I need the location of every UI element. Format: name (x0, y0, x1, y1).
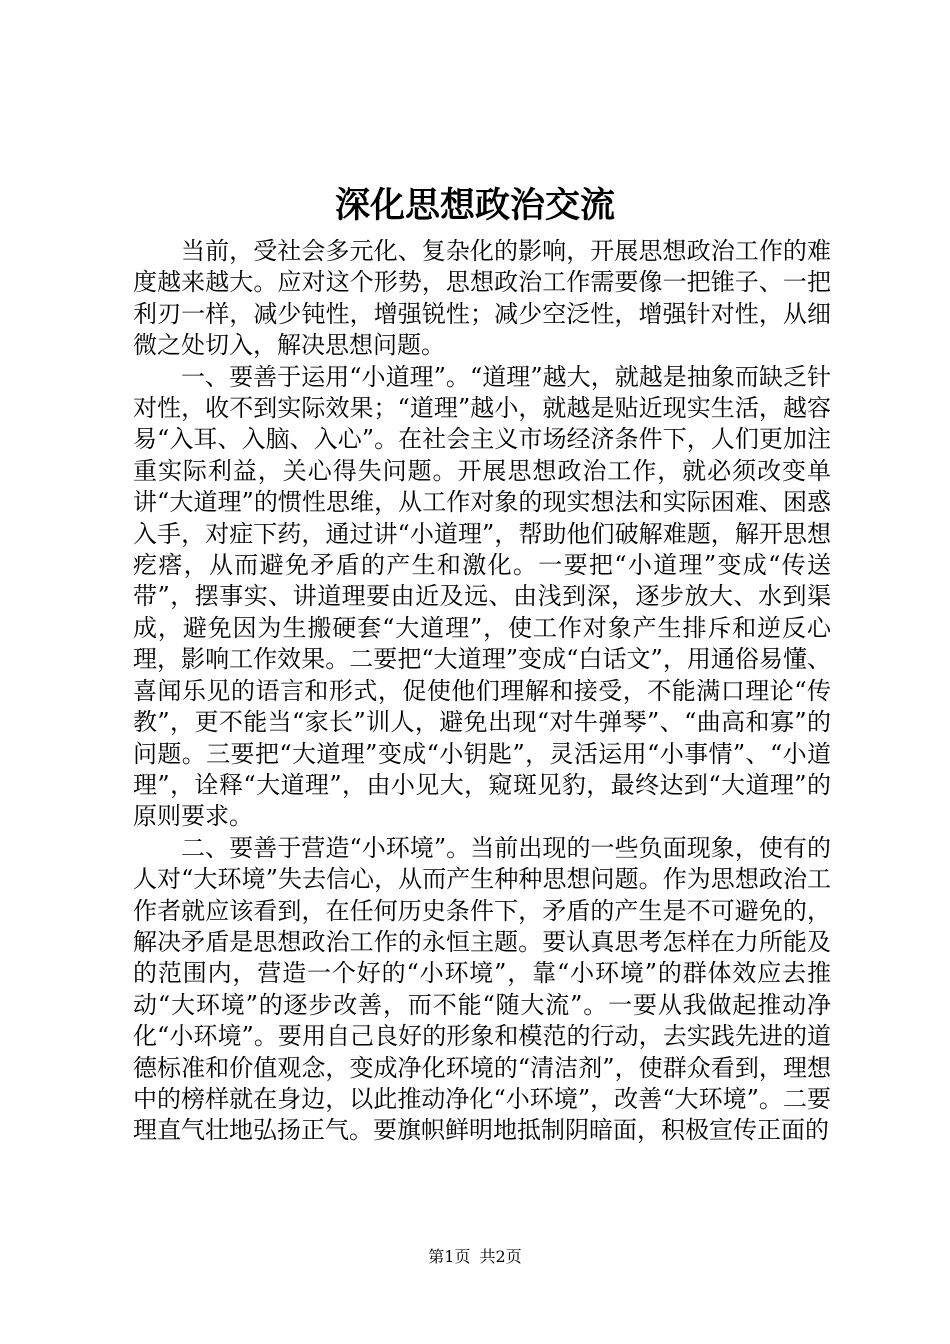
document-body (133, 236, 831, 1147)
paragraph-section-1: 一、要善于运用“小道理”。“道理”越大，就越是抽象而缺乏针对性，收不到实际效果；“道理”越小，就越是贴近现实生活，越容易“入耳、入脑、入心”。在社会主义市场经济条件下，人们更加注重实际利益，关心得失问题。开展思想政治工作，就必须改变单讲“大道理”的惯性思维，从工作对象的现实想法和实际困难、困惑入手，对症下药，通过讲“小道理”，帮助他们破解难题，解开思想疙瘩，从而避免矛盾的产生和激化。一要把“小道理”变成“传送带”，摆事实、讲道理要由近及远、由浅到深，逐步放大、水到渠成，避免因为生搬硬套“大道理”，使工作对象产生排斥和逆反心理，影响工作效果。二要把“大道理”变成“白话文”，用通俗易懂、喜闻乐见的语言和形式，促使他们理解和接受，不能满口理论“传教”，更不能当“家长”训人，避免出现“对牛弹琴”、“曲高和寡”的问题。三要把“大道理”变成“小钥匙”，灵活运用“小事情”、“小道理”，诠释“大道理”，由小见大，窥斑见豹，最终达到“大道理”的原则要求。 (133, 362, 831, 831)
page-footer (0, 1246, 950, 1268)
document-title: 深化思想政治交流 (334, 185, 615, 226)
page-total: 共2页 (479, 1247, 522, 1266)
paragraph-section-2: 二、要善于营造“小环境”。当前出现的一些负面现象，使有的人对“大环境”失去信心，从而产生种种思想问题。作为思想政治工作者就应该看到，在任何历史条件下，矛盾的产生是不可避免的，解决矛盾是思想政治工作的永恒主题。要认真思考怎样在力所能及的范围内，营造一个好的“小环境”，靠“小环境”的群体效应去推动“大环境”的逐步改善，而不能“随大流”。一要从我做起推动净化“小环境”。要用自己良好的形象和模范的行动，去实践先进的道德标准和价值观念，变成净化环境的“清洁剂”，使群众看到，理想中的榜样就在身边，以此推动净化“小环境”，改善“大环境”。二要理直气壮地弘扬正气。要旗帜鲜明地抵制阴暗面，积极宣传正面的 (133, 833, 831, 1145)
paragraph-intro: 当前，受社会多元化、复杂化的影响，开展思想政治工作的难度越来越大。应对这个形势，思想政治工作需要像一把锥子、一把利刃一样，减少钝性，增强锐性；减少空泛性，增强针对性，从细微之处切入，解决思想问题。 (133, 237, 831, 360)
page-number: 第1页 (428, 1247, 471, 1266)
